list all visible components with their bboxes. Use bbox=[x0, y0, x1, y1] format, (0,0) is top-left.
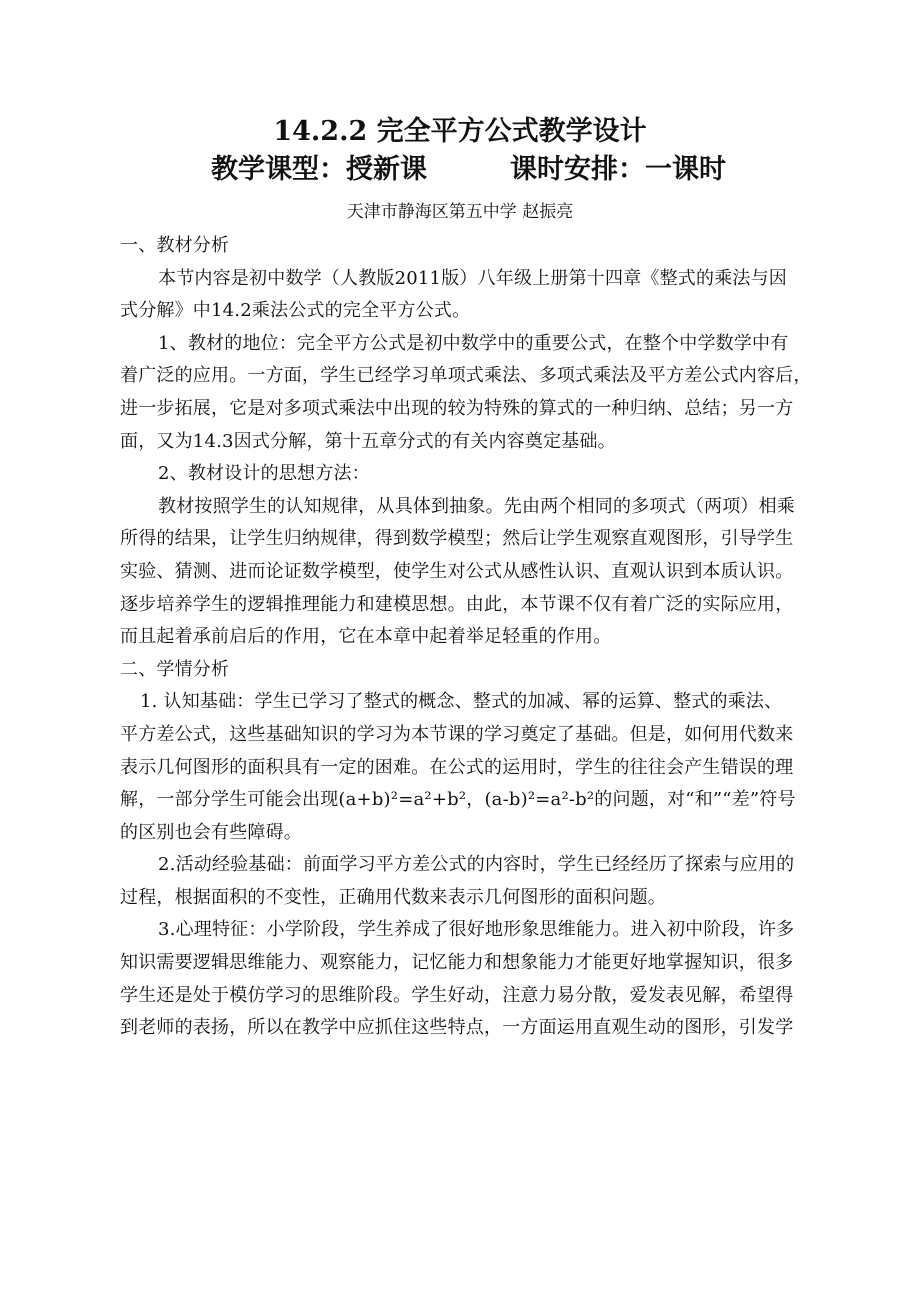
lesson-type: 教学课型：授新课 bbox=[211, 154, 427, 185]
paragraph-line: 1、教材的地位：完全平方公式是初中数学中的重要公式，在整个中学数学中有 bbox=[158, 332, 789, 354]
paragraph-line: 表示几何图形的面积具有一定的困难。在公式的运用时，学生的往往会产生错误的理 bbox=[120, 756, 794, 778]
paragraph-line: 过程，根据面积的不变性，正确用代数来表示几何图形的面积问题。 bbox=[120, 886, 666, 908]
section-heading-textbook-analysis: 一、教材分析 bbox=[120, 235, 230, 256]
document-title: 14.2.2 完全平方公式教学设计 bbox=[273, 116, 647, 147]
paragraph-line: 本节内容是初中数学（人教版2011版）八年级上册第十四章《整式的乘法与因 bbox=[158, 267, 788, 289]
paragraph-line: 到老师的表扬，所以在教学中应抓住这些特点，一方面运用直观生动的图形，引发学 bbox=[120, 1017, 794, 1039]
paragraph-line: 知识需要逻辑思维能力、观察能力，记忆能力和想象能力才能更好地掌握知识，很多 bbox=[120, 952, 794, 974]
document-body bbox=[120, 230, 812, 1045]
paragraph-line: 进一步拓展，它是对多项式乘法中出现的较为特殊的算式的一种归纳、总结；另一方 bbox=[120, 397, 794, 419]
paragraph-line: 3.心理特征：小学阶段，学生养成了很好地形象思维能力。进入初中阶段，许多 bbox=[158, 919, 795, 941]
paragraph-line: 实验、猜测、进而论证数学模型，使学生对公式从感性认识、直观认识到本质认识。 bbox=[120, 560, 794, 582]
paragraph-line: 平方差公式，这些基础知识的学习为本节课的学习奠定了基础。但是，如何用代数来 bbox=[120, 723, 794, 745]
paragraph-line: 式分解》中14.2乘法公式的完全平方公式。 bbox=[120, 300, 471, 322]
paragraph-line: 学生还是处于模仿学习的思维阶段。学生好动，注意力易分散，爱发表见解，希望得 bbox=[120, 984, 794, 1006]
paragraph-line: 教材按照学生的认知规律，从具体到抽象。先由两个相同的多项式（两项）相乘 bbox=[158, 495, 795, 517]
author-line: 天津市静海区第五中学 赵振亮 bbox=[346, 202, 574, 222]
lesson-schedule: 课时安排：一课时 bbox=[510, 154, 726, 185]
paragraph-line: 而且起着承前启后的作用，它在本章中起着举足轻重的作用。 bbox=[120, 626, 612, 648]
paragraph-line: 1. 认知基础：学生已学习了整式的概念、整式的加减、幂的运算、整式的乘法、 bbox=[140, 691, 783, 713]
paragraph-line: 2、教材设计的思想方法： bbox=[158, 463, 370, 485]
paragraph-line: 所得的结果，让学生归纳规律，得到数学模型；然后让学生观察直观图形，引导学生 bbox=[120, 528, 794, 550]
section-heading-learner-analysis: 二、学情分析 bbox=[120, 658, 230, 680]
paragraph-line: 解，一部分学生可能会出现(a+b)²=a²+b²，(a-b)²=a²-b²的问题，对“和”“差”符号 bbox=[120, 789, 796, 811]
paragraph-line: 着广泛的应用。一方面，学生已经学习单项式乘法、多项式乘法及平方差公式内容后， bbox=[120, 365, 812, 387]
paragraph-line: 的区别也会有些障碍。 bbox=[120, 821, 302, 843]
paragraph-line: 面，又为14.3因式分解，第十五章分式的有关内容奠定基础。 bbox=[120, 430, 616, 452]
paragraph-line: 2.活动经验基础：前面学习平方差公式的内容时，学生已经经历了探索与应用的 bbox=[158, 854, 795, 876]
paragraph-line: 逐步培养学生的逻辑推理能力和建模思想。由此，本节课不仅有着广泛的实际应用， bbox=[120, 593, 794, 615]
